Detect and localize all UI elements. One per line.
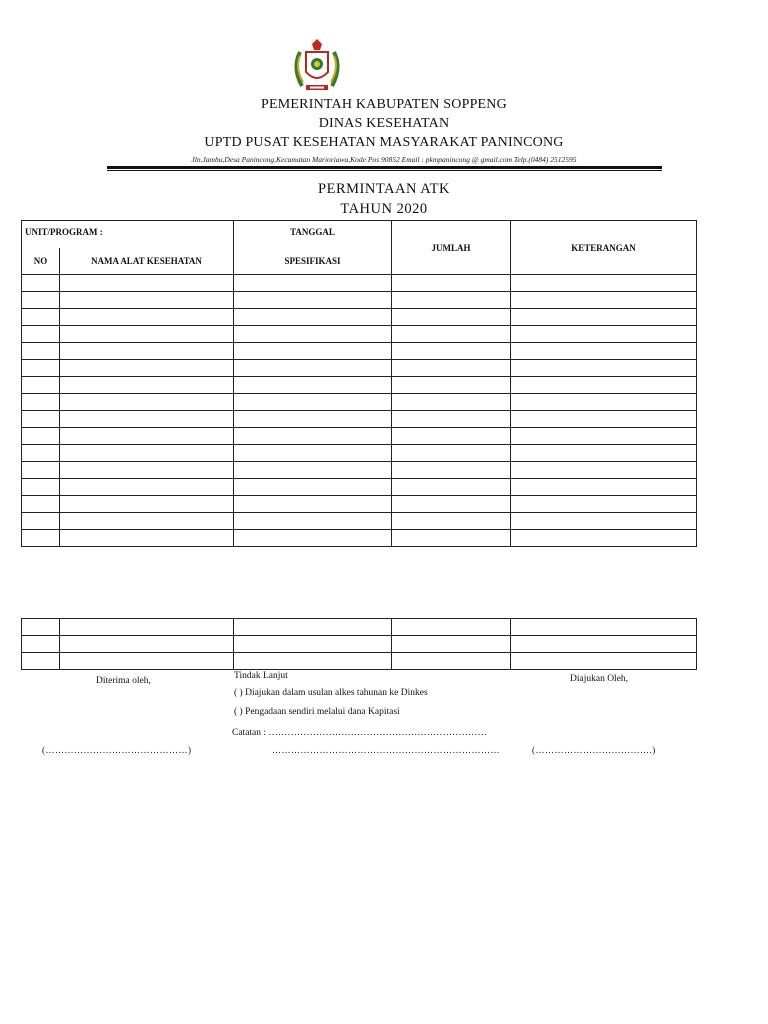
- table-cell: [511, 479, 697, 496]
- table-cell: [392, 530, 511, 547]
- table-cell: [234, 530, 392, 547]
- table-cell: [511, 411, 697, 428]
- table-cell: [234, 653, 392, 670]
- table-cell: [234, 411, 392, 428]
- table-cell: [22, 496, 60, 513]
- table-cell: [22, 636, 60, 653]
- table-cell: [234, 445, 392, 462]
- table-cell: [22, 377, 60, 394]
- table-cell: [60, 619, 234, 636]
- header-line-1: PEMERINTAH KABUPATEN SOPPENG: [261, 97, 507, 112]
- table-cell: [22, 360, 60, 377]
- nama-alat-header: NAMA ALAT KESEHATAN: [60, 248, 234, 275]
- table-cell: [234, 479, 392, 496]
- table-cell: [22, 445, 60, 462]
- table-cell: [392, 411, 511, 428]
- table-cell: [234, 496, 392, 513]
- table-cell: [511, 360, 697, 377]
- spesifikasi-header: SPESIFIKASI: [234, 248, 392, 275]
- table-cell: [60, 292, 234, 309]
- table-cell: [511, 636, 697, 653]
- table-row: [22, 275, 697, 292]
- table-cell: [511, 292, 697, 309]
- table-row: [22, 428, 697, 445]
- table-cell: [60, 377, 234, 394]
- table-row: [22, 496, 697, 513]
- table-row: [22, 292, 697, 309]
- header-address: Jln.Jambu,Desa Panincong,Kecamatan Marioriawa,Kode Pos 90852 Email : pkmpanincong @ gmail.com Telp.(0484) 2512595: [191, 155, 577, 164]
- table-cell: [234, 275, 392, 292]
- table-cell: [60, 411, 234, 428]
- table-cell: [392, 326, 511, 343]
- table-cell: [234, 360, 392, 377]
- table-cell: [392, 377, 511, 394]
- table-cell: [234, 513, 392, 530]
- table-cell: [60, 309, 234, 326]
- table-cell: [392, 636, 511, 653]
- table-row: [22, 636, 697, 653]
- table-cell: [22, 343, 60, 360]
- table-cell: [392, 619, 511, 636]
- header-line-3: UPTD PUSAT KESEHATAN MASYARAKAT PANINCONG: [204, 135, 564, 150]
- header-rule-thin: [107, 170, 662, 171]
- table-cell: [60, 275, 234, 292]
- table-cell: [392, 462, 511, 479]
- table-cell: [511, 513, 697, 530]
- table-cell: [22, 428, 60, 445]
- table-cell: [234, 343, 392, 360]
- table-cell: [234, 636, 392, 653]
- table-cell: [234, 292, 392, 309]
- table-cell: [60, 496, 234, 513]
- table-cell: [234, 428, 392, 445]
- table-cell: [234, 309, 392, 326]
- document-title: PERMINTAAN ATK: [318, 181, 450, 197]
- table-cell: [392, 343, 511, 360]
- table-cell: [392, 496, 511, 513]
- table-cell: [22, 309, 60, 326]
- table-cell: [22, 394, 60, 411]
- option-dinkes: ( ) Diajukan dalam usulan alkes tahunan ke Dinkes: [234, 688, 428, 698]
- table-cell: [511, 343, 697, 360]
- table-cell: [392, 479, 511, 496]
- table-row: [22, 653, 697, 670]
- document-year: TAHUN 2020: [340, 201, 428, 217]
- table-cell: [234, 326, 392, 343]
- diterima-oleh-label: Diterima oleh,: [96, 676, 151, 686]
- main-table-body: [22, 275, 697, 547]
- tindak-lanjut-label: Tindak Lanjut: [234, 671, 288, 681]
- table-cell: [22, 275, 60, 292]
- table-cell: [511, 496, 697, 513]
- unit-program-label: UNIT/PROGRAM :: [22, 221, 234, 248]
- table-cell: [234, 462, 392, 479]
- table-cell: [511, 394, 697, 411]
- table-row: [22, 343, 697, 360]
- table-cell: [392, 653, 511, 670]
- table-cell: [511, 275, 697, 292]
- table-cell: [60, 636, 234, 653]
- table-cell: [22, 513, 60, 530]
- table-cell: [511, 619, 697, 636]
- table-row: [22, 411, 697, 428]
- table-row: [22, 479, 697, 496]
- table-cell: [511, 462, 697, 479]
- table-cell: [22, 462, 60, 479]
- table-cell: [511, 653, 697, 670]
- table-cell: [392, 360, 511, 377]
- table-cell: [22, 479, 60, 496]
- table-cell: [22, 411, 60, 428]
- table-cell: [511, 445, 697, 462]
- table-row: [22, 619, 697, 636]
- tanggal-label: TANGGAL: [234, 221, 392, 248]
- header-line-2: DINAS KESEHATAN: [318, 116, 450, 131]
- header-rule-thick: [107, 166, 662, 169]
- table-row: [22, 309, 697, 326]
- table-cell: [392, 292, 511, 309]
- table-cell: [60, 530, 234, 547]
- table-cell: [60, 394, 234, 411]
- jumlah-header: JUMLAH: [392, 221, 511, 275]
- table-cell: [511, 530, 697, 547]
- table-row: [22, 445, 697, 462]
- table-cell: [22, 653, 60, 670]
- table-cell: [60, 479, 234, 496]
- table-cell: [60, 360, 234, 377]
- no-header: NO: [22, 248, 60, 275]
- keterangan-header: KETERANGAN: [511, 221, 697, 275]
- table-cell: [234, 619, 392, 636]
- second-table: [21, 618, 697, 670]
- table-cell: [392, 445, 511, 462]
- table-cell: [60, 653, 234, 670]
- table-cell: [60, 445, 234, 462]
- table-cell: [60, 326, 234, 343]
- table-cell: [511, 428, 697, 445]
- signature-left: (………………………………………): [42, 745, 192, 755]
- table-cell: [22, 292, 60, 309]
- table-cell: [60, 513, 234, 530]
- second-table-body: [22, 619, 697, 670]
- table-cell: [392, 428, 511, 445]
- table-cell: [60, 428, 234, 445]
- regency-logo: [290, 38, 344, 96]
- table-row: [22, 326, 697, 343]
- table-row: [22, 530, 697, 547]
- table-cell: [22, 326, 60, 343]
- table-row: [22, 462, 697, 479]
- table-row: [22, 394, 697, 411]
- request-table: [21, 220, 697, 547]
- table-cell: [392, 513, 511, 530]
- table-cell: [511, 326, 697, 343]
- option-kapitasi: ( ) Pengadaan sendiri melalui dana Kapitasi: [234, 707, 400, 717]
- table-cell: [60, 343, 234, 360]
- table-row: [22, 377, 697, 394]
- signature-right: (……………………………….): [532, 745, 656, 755]
- table-cell: [234, 377, 392, 394]
- table-cell: [511, 377, 697, 394]
- table-cell: [234, 394, 392, 411]
- table-cell: [392, 275, 511, 292]
- table-cell: [22, 530, 60, 547]
- catatan-line: Catatan : ……………………………………………………………: [232, 728, 487, 738]
- table-cell: [22, 619, 60, 636]
- table-row: [22, 513, 697, 530]
- diajukan-oleh-label: Diajukan Oleh,: [570, 674, 629, 684]
- table-cell: [60, 462, 234, 479]
- table-cell: [392, 394, 511, 411]
- table-cell: [511, 309, 697, 326]
- table-cell: [392, 309, 511, 326]
- table-row: [22, 360, 697, 377]
- signature-middle: ………………………………………………………………: [272, 745, 500, 755]
